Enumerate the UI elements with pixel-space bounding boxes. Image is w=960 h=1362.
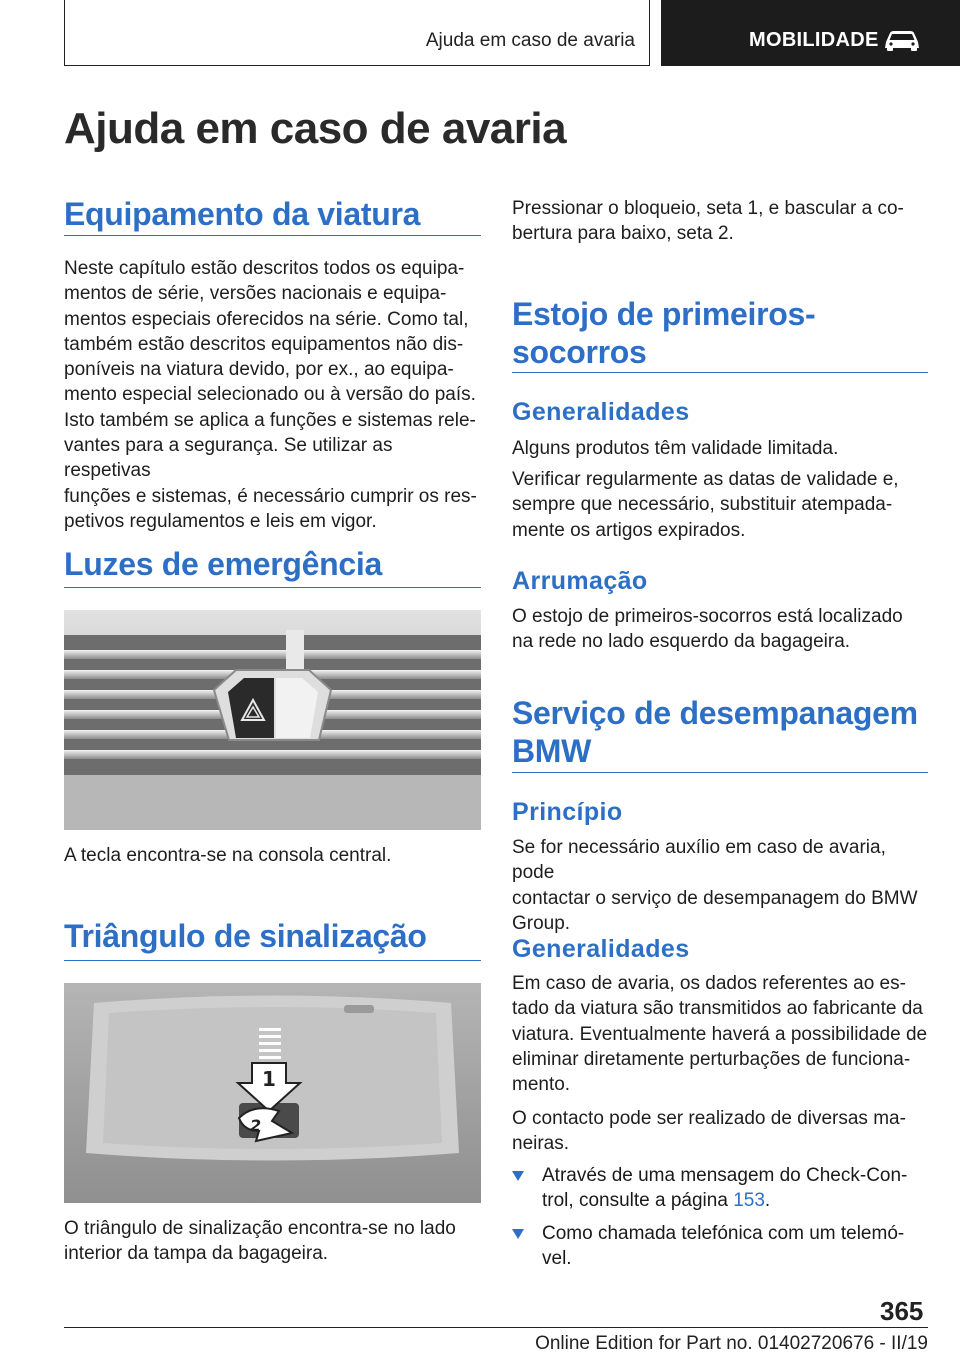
heading-rule xyxy=(512,772,928,773)
bullet-triangle-icon xyxy=(512,1171,524,1181)
arrow-label-2: 2 xyxy=(250,1116,262,1135)
arrumacao-paragraph xyxy=(512,604,903,655)
text-line: contactar o serviço de desempanagem do BMW xyxy=(512,887,918,909)
text-line: funções e sistemas, é necessário cumprir os res‐ xyxy=(64,485,477,507)
heading-servico xyxy=(512,694,918,770)
header-chapter-tab xyxy=(661,0,960,66)
page-link-153[interactable]: 153 xyxy=(733,1190,765,1212)
page-number: 365 xyxy=(880,1296,924,1326)
text-line: poníveis na viatura devido, por ex., ao equipa‐ xyxy=(64,359,454,381)
text-line: neiras. xyxy=(512,1133,570,1155)
text-line: mentos de série, versões nacionais e equipa‐ xyxy=(64,283,447,305)
text-line: também estão descritos equipamentos não dis‐ xyxy=(64,333,464,355)
heading-estojo xyxy=(512,295,815,371)
heading-equipamento: Equipamento da viatura xyxy=(64,196,421,232)
subheading-generalidades-2: Generalidades xyxy=(512,935,690,963)
text-line: viatura. Eventualmente haverá a possibilidade de xyxy=(512,1023,928,1045)
text-line: petivos regulamentos e leis em vigor. xyxy=(64,510,377,532)
text-line: mento. xyxy=(512,1074,571,1096)
text-line: tado da viatura são transmitidos ao fabricante da xyxy=(512,998,923,1020)
text-line: Group. xyxy=(512,912,571,934)
hazard-button-photo xyxy=(64,610,481,830)
text-line: mento especial selecionado ou à versão do país. xyxy=(64,384,476,406)
heading-line: Estojo de primeiros- xyxy=(512,296,816,332)
text-line: O triângulo de sinalização encontra-se no lado xyxy=(64,1218,456,1239)
heading-rule xyxy=(64,235,481,236)
text-line: Neste capítulo estão descritos todos os equipa‐ xyxy=(64,258,465,279)
heading-line: Serviço de desempanagem xyxy=(512,695,918,731)
text-line: mente os artigos expirados. xyxy=(512,519,746,541)
arrow-label-1: 1 xyxy=(262,1067,276,1091)
text-line: interior da tampa da bagageira. xyxy=(64,1243,329,1265)
text-line: Através de uma mensagem do Check-Con‐ xyxy=(542,1165,908,1186)
header-section-box xyxy=(64,0,650,66)
subheading-principio: Princípio xyxy=(512,798,623,826)
generalidades-1-p1: Alguns produtos têm validade limitada. xyxy=(512,438,839,459)
text-line: vel. xyxy=(542,1248,572,1270)
heading-line: BMW xyxy=(512,733,592,769)
subheading-generalidades-1: Generalidades xyxy=(512,398,690,426)
principio-paragraph xyxy=(512,835,932,936)
list-item xyxy=(512,1163,930,1215)
text-line xyxy=(542,1188,930,1213)
footer-rule xyxy=(64,1327,928,1328)
heading-luzes: Luzes de emergência xyxy=(64,546,382,582)
heading-triangulo: Triângulo de sinalização xyxy=(64,918,427,954)
equipamento-paragraph xyxy=(64,256,484,534)
text-line: Pressionar o bloqueio, seta 1, e bascular a co‐ xyxy=(512,198,904,219)
triangle-instructions xyxy=(512,196,904,247)
heading-rule xyxy=(64,587,481,588)
heading-rule xyxy=(64,960,481,961)
text-line: Verificar regularmente as datas de validade e, xyxy=(512,469,899,490)
subheading-arrumacao: Arrumação xyxy=(512,567,648,595)
generalidades-2-p1 xyxy=(512,971,932,1097)
text-line: sempre que necessário, substituir atempada‐ xyxy=(512,494,893,516)
text-span: trol, consulte a página xyxy=(542,1190,734,1212)
hazard-caption: A tecla encontra-se na consola central. xyxy=(64,845,392,866)
footer-edition: Online Edition for Part no. 01402720676 - II/19 xyxy=(535,1333,928,1354)
heading-rule xyxy=(512,372,928,373)
trunk-lid-photo xyxy=(64,983,481,1203)
bullet-triangle-icon xyxy=(512,1229,524,1239)
header-section-title: Ajuda em caso de avaria xyxy=(425,30,635,51)
text-line: mentos especiais oferecidos na série. Como tal, xyxy=(64,308,469,330)
text-line: Como chamada telefónica com um telemó‐ xyxy=(542,1223,905,1244)
page-title: Ajuda em caso de avaria xyxy=(64,104,567,153)
text-line: vantes para a segurança. Se utilizar as respetivas xyxy=(64,435,393,482)
text-line: O contacto pode ser realizado de diversas ma‐ xyxy=(512,1108,906,1129)
car-icon xyxy=(883,28,921,52)
generalidades-1-p2 xyxy=(512,467,899,543)
list-item xyxy=(512,1221,930,1273)
text-line: Se for necessário auxílio em caso de avaria, pode xyxy=(512,837,886,884)
heading-line: socorros xyxy=(512,334,647,370)
text-line: eliminar diretamente perturbações de funciona‐ xyxy=(512,1048,911,1070)
text-line: Isto também se aplica a funções e sistemas rele‐ xyxy=(64,409,476,431)
text-line: O estojo de primeiros-socorros está localizado xyxy=(512,606,903,627)
text-line: na rede no lado esquerdo da bagageira. xyxy=(512,631,851,653)
text-span: . xyxy=(764,1190,771,1212)
text-line: bertura para baixo, seta 2. xyxy=(512,223,734,245)
header-chapter-label: MOBILIDADE xyxy=(749,29,879,51)
text-line: Em caso de avaria, os dados referentes ao es‐ xyxy=(512,973,906,994)
triangle-caption xyxy=(64,1216,456,1267)
generalidades-2-p2 xyxy=(512,1106,906,1157)
